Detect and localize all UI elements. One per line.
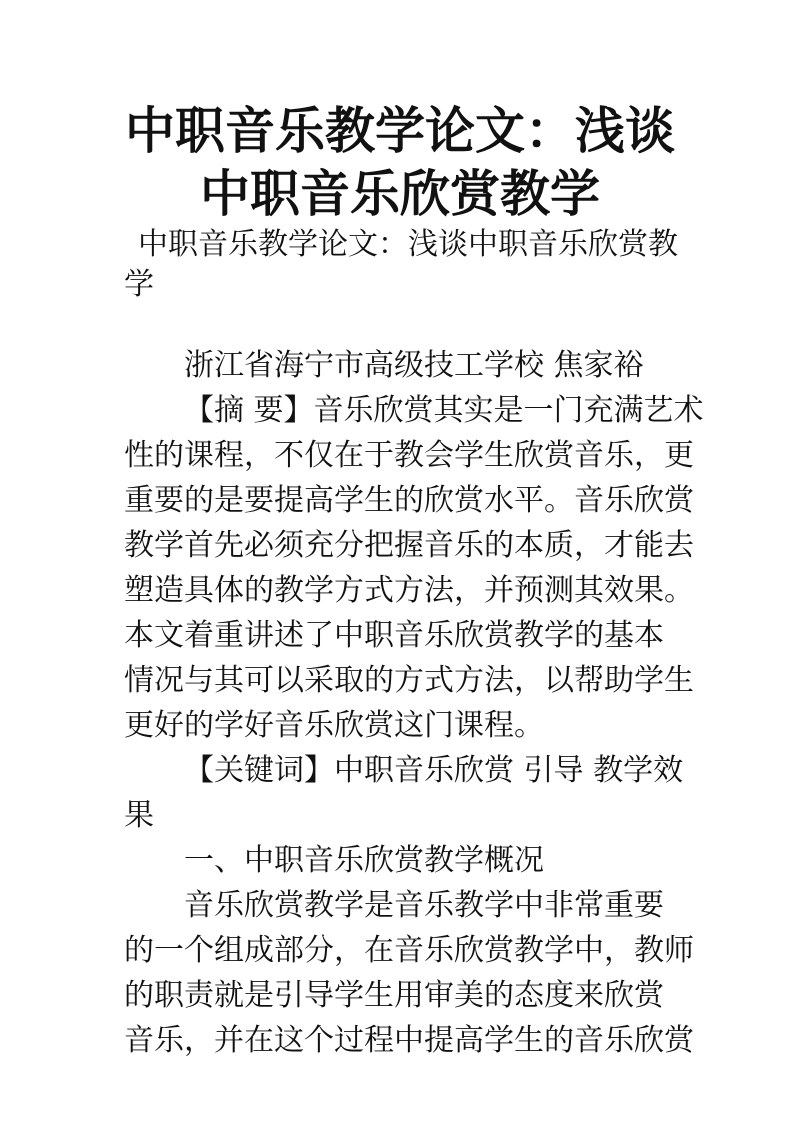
paragraph-line: 音乐，并在这个过程中提高学生的音乐欣赏 — [124, 1023, 694, 1058]
abstract-text-line: 重要的是要提高学生的欣赏水平。音乐欣赏 — [124, 483, 694, 518]
subtitle-line-2: 学 — [124, 267, 154, 302]
author-line: 浙江省海宁市高级技工学校 焦家裕 — [184, 348, 644, 383]
abstract-text-line: 性的课程，不仅在于教会学生欣赏音乐，更 — [124, 438, 694, 473]
document-title-line-1: 中职音乐教学论文：浅谈 — [125, 101, 675, 160]
abstract-text-line: 情况与其可以采取的方式方法，以帮助学生 — [124, 663, 694, 698]
abstract-text-line: 音乐欣赏其实是一门充满艺术 — [313, 393, 704, 428]
subtitle-line-1: 中职音乐教学论文：浅谈中职音乐欣赏教 — [138, 227, 678, 262]
document-title-line-2: 中职音乐欣赏教学 — [200, 164, 600, 223]
section-heading: 一、中职音乐欣赏教学概况 — [184, 843, 544, 878]
paragraph-line: 的一个组成部分，在音乐欣赏教学中，教师 — [124, 933, 694, 968]
abstract-first-line — [184, 391, 704, 431]
paragraph-line: 音乐欣赏教学是音乐教学中非常重要 — [184, 888, 664, 923]
abstract-text-line: 教学首先必须充分把握音乐的本质，才能去 — [124, 528, 694, 563]
keywords-continuation: 果 — [124, 798, 154, 833]
abstract-text-line: 更好的学好音乐欣赏这门课程。 — [124, 708, 544, 743]
paragraph-line: 的职责就是引导学生用审美的态度来欣赏 — [124, 978, 664, 1013]
keywords-label: 【关键词】 — [184, 753, 334, 788]
keywords-text: 中职音乐欣赏 引导 教学效 — [334, 753, 684, 788]
abstract-text-line: 塑造具体的教学方式方法，并预测其效果。 — [124, 573, 694, 608]
keywords-line — [184, 751, 683, 791]
abstract-text-line: 本文着重讲述了中职音乐欣赏教学的基本 — [124, 618, 664, 653]
abstract-label: 【摘 要】 — [184, 393, 314, 428]
